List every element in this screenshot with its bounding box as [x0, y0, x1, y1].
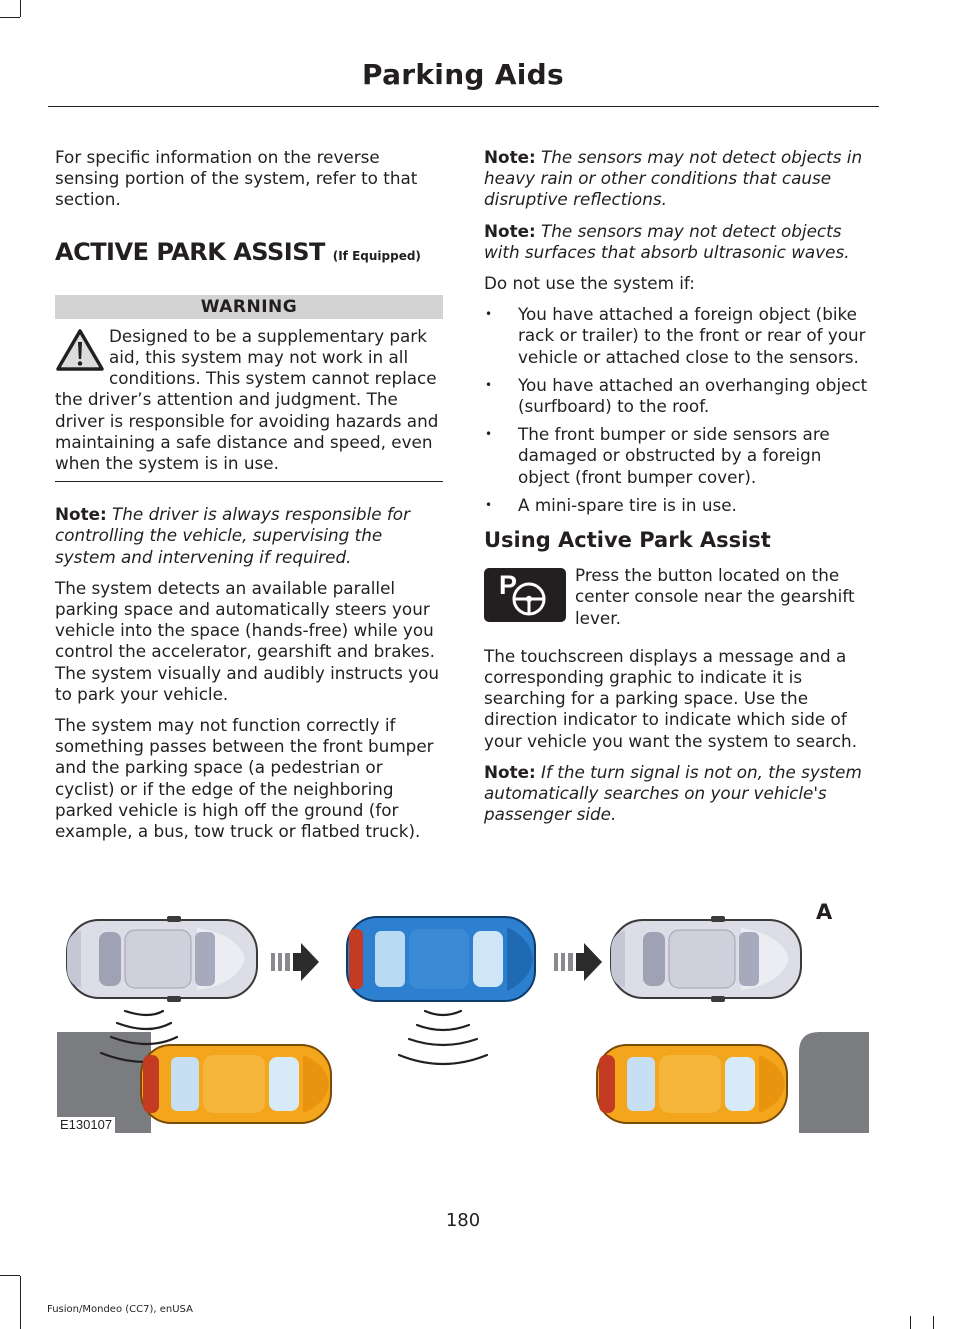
parked-car-right — [611, 916, 801, 1002]
crop-mark — [910, 1316, 911, 1329]
crop-mark — [20, 0, 21, 17]
park-assist-steering-icon — [484, 568, 566, 622]
parked-car-left — [67, 916, 257, 1002]
parked-car-orange-left — [141, 1045, 331, 1123]
page-number: 180 — [445, 1210, 481, 1231]
using-active-park-assist-heading: Using Active Park Assist — [484, 528, 771, 553]
button-text: Press the button located on the center console near the gearshift lever. — [575, 565, 855, 628]
figure-code: E130107 — [57, 1117, 115, 1133]
note-label: Note: — [55, 504, 107, 525]
touchscreen-paragraph: The touchscreen displays a message and a corresponding graphic to indicate it is searching for a parking space. Use the direction indicator to indicate which side of your vehicle you want the system to search. — [484, 645, 858, 751]
warning-text: Designed to be a supplementary park aid, this system may not work in all conditions. This system cannot replace the driver’s attention and judgment. The driver is responsible for avoiding hazards and maintaining a safe distance and speed, even when the system is in use. — [55, 325, 439, 474]
note-text: The sensors may not detect objects with surfaces that absorb ultrasonic waves. — [484, 220, 850, 262]
footer-edition: Fusion/Mondeo (CC7), enUSA — [47, 1304, 193, 1315]
section-heading-text: ACTIVE PARK ASSIST — [55, 237, 325, 266]
warning-label: WARNING — [55, 295, 443, 319]
note-driver-responsible — [55, 504, 443, 568]
list-item: • The front bumper or side sensors are damaged or obstructed by a foreign object (front bumper cover). — [484, 424, 874, 488]
system-detects-paragraph: The system detects an available parallel parking space and automatically steers your vehicle into the space (hands-free) while you control the accelerator, gearshift and brakes. The system visually and audibly instructs you to park your vehicle. — [55, 577, 439, 704]
list-item: • You have attached an overhanging object (surfboard) to the roof. — [484, 375, 874, 417]
user-car — [347, 917, 535, 1001]
curb-right — [799, 1032, 869, 1133]
button-instruction — [484, 565, 874, 629]
warning-triangle-icon — [55, 328, 105, 372]
note-text: If the turn signal is not on, the system automatically searches on your vehicle's passenger side. — [484, 761, 862, 825]
crop-mark — [0, 17, 20, 18]
crop-mark — [20, 1276, 21, 1329]
arrow-right-icon — [554, 943, 602, 981]
section-qualifier: (If Equipped) — [332, 248, 421, 263]
parking-illustration — [57, 895, 869, 1133]
left-column — [55, 147, 443, 852]
note-heavy-rain — [484, 147, 874, 211]
warning-body — [55, 326, 443, 482]
note-label: Note: — [484, 220, 536, 241]
header-rule — [48, 106, 879, 107]
right-column — [484, 147, 874, 835]
note-turn-signal — [484, 762, 874, 826]
do-not-use-intro: Do not use the system if: — [484, 273, 695, 294]
sensor-waves-icon — [399, 1011, 487, 1064]
note-text: The sensors may not detect objects in heavy rain or other conditions that cause disruptive reflections. — [484, 147, 863, 210]
do-not-use-list — [484, 304, 874, 516]
arrow-right-icon — [271, 943, 319, 981]
list-item: • A mini-spare tire is in use. — [484, 495, 874, 516]
section-heading — [55, 237, 443, 267]
page-title: Parking Aids — [362, 58, 564, 91]
note-text: The driver is always responsible for controlling the vehicle, supervising the system and intervening if required. — [55, 504, 410, 567]
system-may-not-function-paragraph: The system may not function correctly if something passes between the front bumper and the parking space (a pedestrian or cyclist) or if the edge of the neighboring parked vehicle is high off the ground (for example, a bus, tow truck or flatbed truck). — [55, 715, 434, 842]
list-item: • You have attached a foreign object (bike rack or trailer) to the front or rear of your vehicle or attached close to the sensors. — [484, 304, 874, 368]
parked-car-orange-right — [597, 1045, 787, 1123]
intro-paragraph: For specific information on the reverse sensing portion of the system, refer to that section. — [55, 147, 418, 210]
park-icon-letter: P — [499, 570, 518, 601]
note-label: Note: — [484, 147, 536, 167]
note-label: Note: — [484, 761, 536, 782]
crop-mark — [933, 1316, 934, 1329]
crop-mark — [0, 1275, 20, 1276]
figure-label-a: A — [816, 900, 833, 924]
note-ultrasonic — [484, 221, 874, 263]
